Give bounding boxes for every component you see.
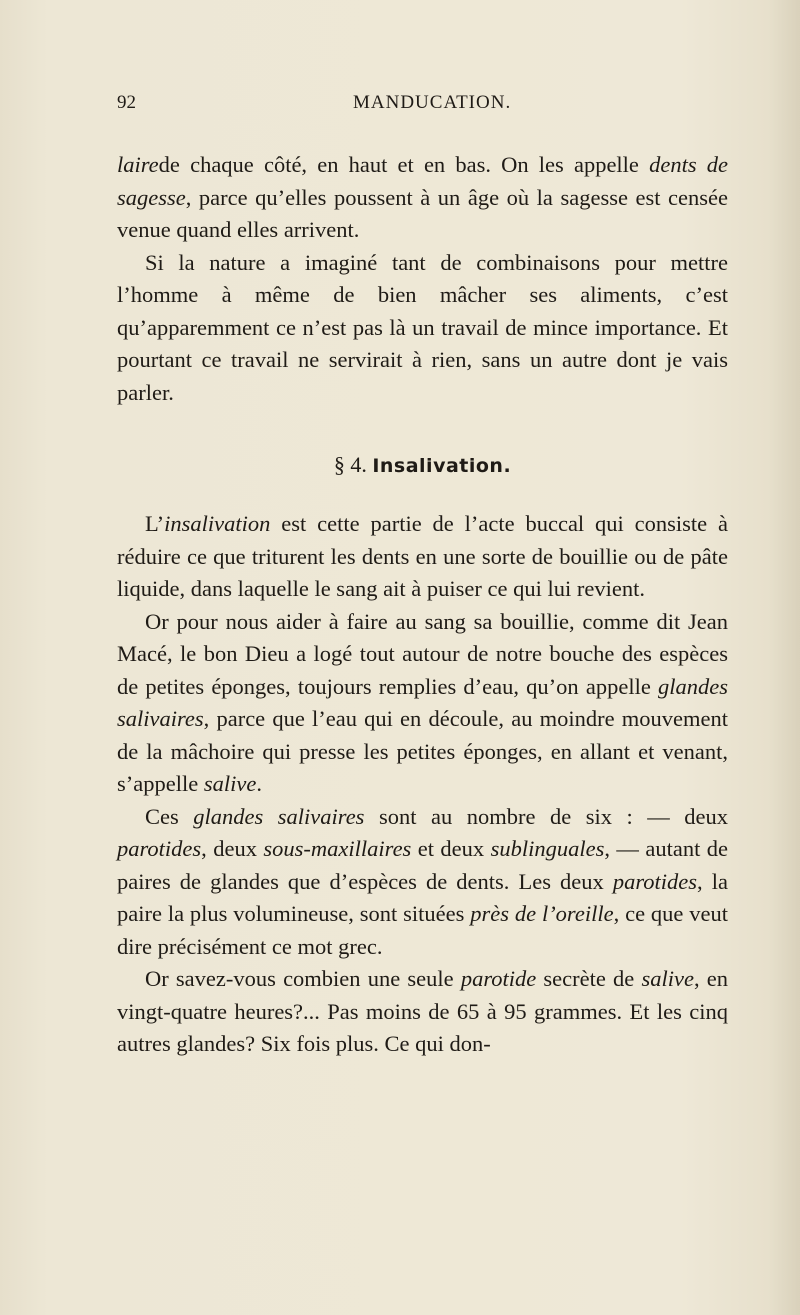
running-head: [117, 92, 727, 120]
italic-term: salive: [203, 771, 257, 796]
italic-term: glandes salivaires: [193, 803, 365, 829]
italic-term: parotides: [117, 836, 202, 861]
italic-term: parotides: [612, 868, 698, 894]
italic-term: près de l’oreille: [470, 901, 614, 926]
paragraph: Ces glandes salivaires sont au nombre de six : — deux parotides, deux sous-maxillaires et deux sublinguales, — autant de paires de glandes que d’espèces de dents. Les deux parotides, la paire la plus volumineuse, sont situées près de l’oreille, ce que veut dire précisément ce mot grec.: [117, 803, 728, 959]
italic-term: glandes salivaires: [117, 673, 728, 731]
italic-term: parotide: [460, 966, 537, 991]
italic-term: insalivation: [164, 511, 271, 536]
page-number: 92: [117, 92, 136, 113]
paragraph: Or savez-vous combien une seule parotide secrète de salive, en vingt-quatre heures?... Pas moins de 65 à 95 grammes. Et les cinq autres glandes? Six fois plus. Ce qui don-: [117, 966, 728, 1056]
text-block-main: [117, 508, 728, 1061]
italic-term: laire: [117, 152, 159, 177]
paragraph-continuation: lairede chaque côté, en haut et en bas. On les appelle dents de sagesse, parce qu’elles poussent à un âge où la sagesse est censée venue quand elles arrivent.: [117, 152, 728, 242]
paragraph: L’insalivation est cette partie de l’acte buccal qui consiste à réduire ce que triturent les dents en une sorte de bouillie ou de pâte liquide, dans laquelle le sang ait à puiser ce qui lui revient.: [117, 511, 728, 601]
section-number: § 4.: [333, 452, 367, 477]
section-heading: [117, 452, 728, 478]
text-block-top: [117, 149, 728, 409]
italic-term: salive: [641, 966, 694, 991]
paragraph: Or pour nous aider à faire au sang sa bouillie, comme dit Jean Macé, le bon Dieu a logé tout autour de notre bouche des espèces de petites éponges, toujours remplies d’eau, qu’on appelle glandes salivaires, parce que l’eau qui en découle, au moindre mouvement de la mâchoire qui presse les petites éponges, en allant et venant, s’appelle salive.: [117, 608, 728, 796]
italic-term: dents de sagesse: [117, 152, 728, 210]
italic-term: sublinguales: [490, 836, 605, 861]
section-title: Insalivation.: [372, 455, 512, 477]
italic-term: sous-maxillaires: [263, 836, 412, 861]
running-title: MANDUCATION.: [353, 92, 512, 113]
paragraph: Si la nature a imaginé tant de combinaisons pour mettre l’homme à même de bien mâcher ses aliments, c’est qu’apparemment ce n’est pas là un travail de mince importance. Et pourtant ce travail ne servirait à rien, sans un autre dont je vais parler.: [117, 249, 728, 405]
